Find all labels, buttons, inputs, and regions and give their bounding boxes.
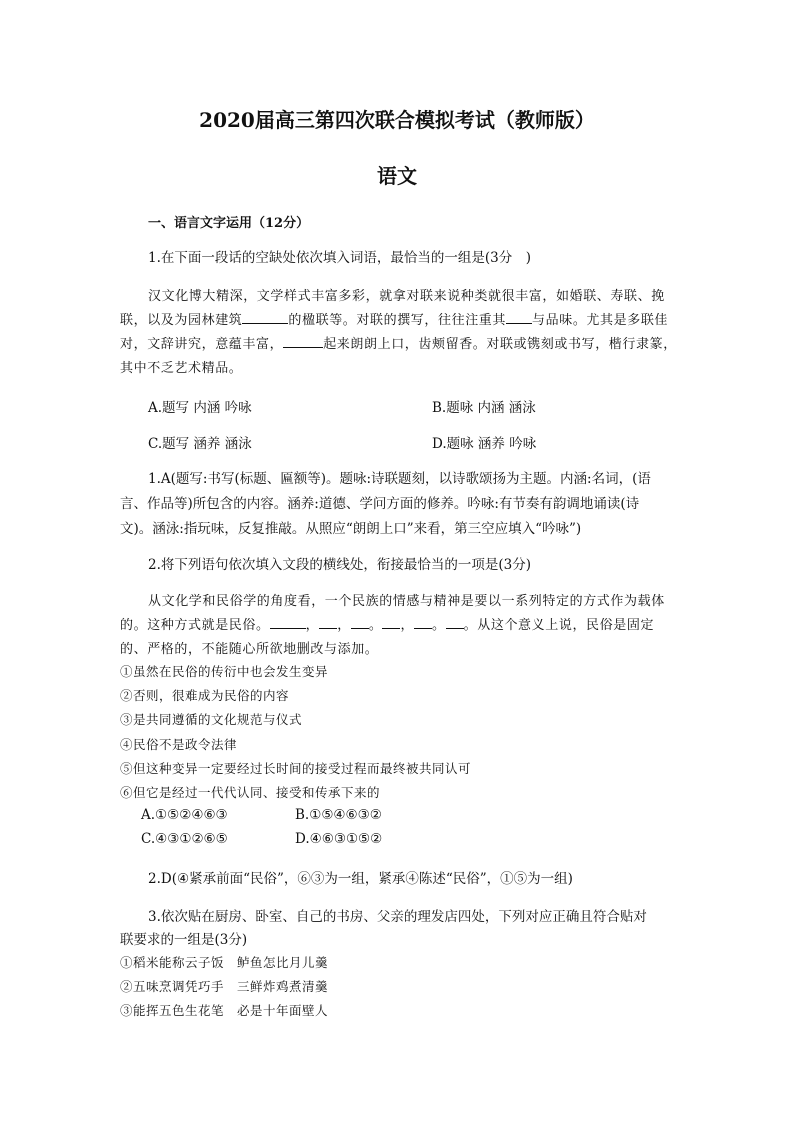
question-1-stem: 1.在下面一段话的空缺处依次填入词语，最恰当的一组是(3分 )	[148, 250, 532, 266]
q2-sentence-item: ④民俗不是政令法律	[120, 737, 238, 752]
fill-blank	[242, 311, 288, 324]
q3-couplet-item: ②五味烹调凭巧手 三鲜炸鸡煮清羹	[120, 979, 329, 994]
section-heading: 一、语言文字运用（12分）	[148, 216, 310, 231]
q2-passage-line: 的、严格的，不能随心所欲地删改与添加。	[120, 642, 379, 657]
q2-sentence-item: ⑤但这种变异一定要经过长时间的接受过程而最终被共同认可	[120, 761, 472, 776]
question-3-stem: 联要求的一组是(3分)	[120, 932, 248, 948]
q1-option-c: C.题写 涵养 涵泳	[148, 436, 252, 452]
q1-passage-line: 其中不乏艺术精品。	[120, 361, 243, 376]
fill-blank	[382, 616, 400, 629]
q2-passage-line: 的。这种方式就是民俗。 ， ， 。 ， 。 。从这个意义上说，民俗是固定	[120, 618, 655, 633]
exam-title: 2020届高三第四次联合模拟考试（教师版）	[199, 108, 595, 132]
q1-passage-line	[120, 333, 677, 352]
question-2-stem: 2.将下列语句依次填入文段的横线处，衔接最恰当的一项是(3分)	[148, 557, 532, 573]
q2-passage-text: 。从这个意义上说，民俗是固定	[463, 618, 655, 633]
q2-option-d: D.④⑥③①⑤②	[295, 831, 383, 847]
fill-blank	[506, 311, 532, 324]
subject-title: 语文	[377, 164, 417, 188]
q2-answer: 2.D(④紧承前面“民俗”，⑥③为一组，紧承④陈述“民俗”，①⑤为一组)	[148, 871, 573, 887]
q1-answer-line: 言、作品等)所包含的内容。涵养:道德、学问方面的修养。吟咏:有节奏有韵调地诵读(诗	[120, 496, 640, 512]
fill-blank	[270, 616, 306, 629]
q1-answer-line: 1.A(题写:书写(标题、匾额等)。题咏:诗联题刻，以诗歌颂扬为主题。内涵:名词，(语	[148, 471, 651, 487]
q1-passage-line: 汉文化博大精深，文学样式丰富多彩，就拿对联来说种类就很丰富，如婚联、寿联、挽	[148, 289, 665, 304]
q2-option-b: B.①⑤④⑥③②	[295, 807, 382, 823]
fill-blank	[414, 616, 432, 629]
q1-passage-text: 的楹联等。对联的撰写，往往注重其	[288, 313, 507, 328]
q1-passage-line	[120, 309, 668, 328]
q1-option-b: B.题咏 内涵 涵泳	[432, 400, 536, 416]
fill-blank	[446, 616, 464, 629]
q1-option-d: D.题咏 涵养 吟咏	[432, 436, 537, 452]
q2-sentence-item: ⑥但它是经过一代代认同、接受和传承下来的	[120, 785, 381, 800]
q2-sentence-item: ③是共同遵循的文化规范与仪式	[120, 712, 303, 727]
fill-blank	[351, 616, 369, 629]
fill-blank	[319, 616, 337, 629]
fill-blank	[283, 335, 323, 348]
q2-sentence-item: ②否则，很难成为民俗的内容	[120, 688, 290, 703]
question-3-stem: 3.依次贴在厨房、卧室、自己的书房、父亲的理发店四处，下列对应正确且符合贴对	[148, 909, 647, 925]
q3-couplet-item: ③能挥五色生花笔 必是十年面壁人	[120, 1003, 329, 1018]
q2-passage-text: 的。这种方式就是民俗。	[120, 618, 270, 633]
q2-sentence-item: ①虽然在民俗的传衍中也会发生变异	[120, 664, 329, 679]
q1-option-a: A.题写 内涵 吟咏	[148, 400, 252, 416]
q1-passage-text: 起来朗朗上口，齿颊留香。对联或镌刻或书写，楷行隶篆，	[323, 337, 677, 352]
q1-passage-text: 对，文辞讲究，意蕴丰富，	[120, 337, 284, 352]
q1-passage-text: 与品味。尤其是多联佳	[532, 313, 669, 328]
q3-couplet-item: ①稻米能称云子饭 鲈鱼怎比月儿羹	[120, 955, 329, 970]
q2-option-a: A.①⑤②④⑥③	[141, 807, 228, 823]
q1-answer-line: 文)。涵泳:指玩味，反复推敲。从照应“朗朗上口”来看，第三空应填入“吟咏”)	[120, 521, 582, 537]
q1-passage-text: 联，以及为园林建筑	[120, 313, 243, 328]
q2-option-c: C.④③①②⑥⑤	[141, 831, 228, 847]
q2-passage-line: 从文化学和民俗学的角度看，一个民族的情感与精神是要以一系列特定的方式作为载体	[148, 594, 665, 609]
